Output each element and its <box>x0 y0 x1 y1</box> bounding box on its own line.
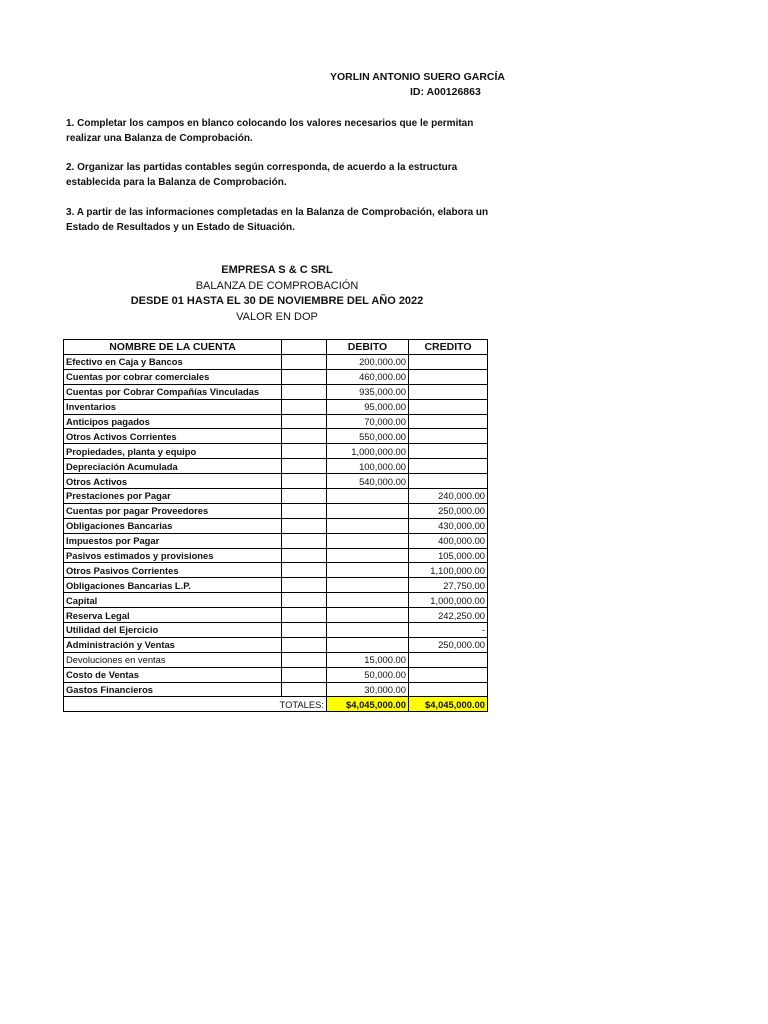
table-row <box>64 489 488 504</box>
table-row <box>64 667 488 682</box>
account-name-cell: Cuentas por Cobrar Compañías Vinculadas <box>64 384 282 399</box>
company-name: EMPRESA S & C SRL <box>221 264 333 276</box>
total-debit: $4,045,000.00 <box>327 697 409 712</box>
account-name-cell: Otros Activos <box>64 474 282 489</box>
account-name-cell: Otros Activos Corrientes <box>64 429 282 444</box>
account-name-cell: Anticipos pagados <box>64 414 282 429</box>
instruction-2: 2. Organizar las partidas contables según corresponda, de acuerdo a la estructura establecida para la Balanza de Comprobación. <box>66 162 458 188</box>
blank-cell <box>282 652 327 667</box>
blank-cell <box>282 637 327 652</box>
blank-cell <box>282 384 327 399</box>
debit-cell: 70,000.00 <box>327 414 409 429</box>
credit-cell <box>409 399 488 414</box>
credit-cell: 1,000,000.00 <box>409 593 488 608</box>
student-id: ID: A00126863 <box>410 86 481 98</box>
instruction-1: 1. Completar los campos en blanco colocando los valores necesarios que le permitan realizar una Balanza de Comprobación. <box>66 118 474 144</box>
debit-cell: 540,000.00 <box>327 474 409 489</box>
debit-cell <box>327 608 409 623</box>
table-header-row <box>64 340 488 355</box>
table-row <box>64 578 488 593</box>
credit-cell <box>409 355 488 370</box>
debit-cell <box>327 623 409 638</box>
debit-cell <box>327 533 409 548</box>
account-name-cell: Prestaciones por Pagar <box>64 489 282 504</box>
table-row <box>64 593 488 608</box>
report-period: DESDE 01 HASTA EL 30 DE NOVIEMBRE DEL AÑO 2022 <box>130 295 424 307</box>
credit-cell <box>409 667 488 682</box>
account-name-cell: Capital <box>64 593 282 608</box>
instruction-3: 3. A partir de las informaciones completadas en la Balanza de Comprobación, elabora un Estado de Resultados y un Estado de Situación. <box>66 207 489 233</box>
debit-cell <box>327 489 409 504</box>
debit-cell: 95,000.00 <box>327 399 409 414</box>
account-name-cell: Otros Pasivos Corrientes <box>64 563 282 578</box>
account-name-cell: Obligaciones Bancarias L.P. <box>64 578 282 593</box>
credit-cell <box>409 682 488 697</box>
blank-cell <box>282 518 327 533</box>
blank-cell <box>282 533 327 548</box>
credit-cell: 240,000.00 <box>409 489 488 504</box>
credit-cell: 105,000.00 <box>409 548 488 563</box>
blank-cell <box>282 355 327 370</box>
debit-cell <box>327 593 409 608</box>
blank-cell <box>282 563 327 578</box>
account-name-cell: Gastos Financieros <box>64 682 282 697</box>
account-name-cell: Cuentas por pagar Proveedores <box>64 503 282 518</box>
table-row <box>64 637 488 652</box>
debit-cell: 200,000.00 <box>327 355 409 370</box>
credit-cell: 1,100,000.00 <box>409 563 488 578</box>
credit-cell: 250,000.00 <box>409 637 488 652</box>
table-row <box>64 459 488 474</box>
account-name-cell: Efectivo en Caja y Bancos <box>64 355 282 370</box>
debit-cell <box>327 518 409 533</box>
account-name-cell: Impuestos por Pagar <box>64 533 282 548</box>
credit-cell <box>409 429 488 444</box>
credit-cell <box>409 369 488 384</box>
blank-cell <box>282 444 327 459</box>
header-account-name: NOMBRE DE LA CUENTA <box>64 340 282 355</box>
author-name: YORLIN ANTONIO SUERO GARCÍA <box>330 71 506 83</box>
blank-cell <box>282 489 327 504</box>
table-row <box>64 429 488 444</box>
debit-cell <box>327 578 409 593</box>
debit-cell: 460,000.00 <box>327 369 409 384</box>
account-name-cell: Depreciación Acumulada <box>64 459 282 474</box>
debit-cell <box>327 637 409 652</box>
trial-balance-table <box>63 339 488 712</box>
debit-cell: 30,000.00 <box>327 682 409 697</box>
blank-cell <box>282 474 327 489</box>
report-currency: VALOR EN DOP <box>236 311 318 323</box>
account-name-cell: Devoluciones en ventas <box>64 652 282 667</box>
credit-cell <box>409 474 488 489</box>
credit-cell: 430,000.00 <box>409 518 488 533</box>
header-debit: DEBITO <box>327 340 409 355</box>
table-body <box>64 355 488 697</box>
table-row <box>64 355 488 370</box>
table-row <box>64 682 488 697</box>
table-row <box>64 503 488 518</box>
blank-cell <box>282 593 327 608</box>
debit-cell <box>327 548 409 563</box>
table-row <box>64 608 488 623</box>
credit-cell: - <box>409 623 488 638</box>
blank-cell <box>282 608 327 623</box>
debit-cell <box>327 563 409 578</box>
credit-cell: 400,000.00 <box>409 533 488 548</box>
credit-cell: 250,000.00 <box>409 503 488 518</box>
account-name-cell: Costo de Ventas <box>64 667 282 682</box>
total-credit: $4,045,000.00 <box>409 697 488 712</box>
blank-cell <box>282 548 327 563</box>
debit-cell: 1,000,000.00 <box>327 444 409 459</box>
table-row <box>64 399 488 414</box>
blank-cell <box>282 667 327 682</box>
account-name-cell: Utilidad del Ejercicio <box>64 623 282 638</box>
debit-cell: 50,000.00 <box>327 667 409 682</box>
header-blank <box>282 340 327 355</box>
blank-cell <box>282 429 327 444</box>
account-name-cell: Administración y Ventas <box>64 637 282 652</box>
header-credit: CREDITO <box>409 340 488 355</box>
credit-cell <box>409 444 488 459</box>
blank-cell <box>282 414 327 429</box>
credit-cell: 27,750.00 <box>409 578 488 593</box>
blank-cell <box>282 369 327 384</box>
table-row <box>64 623 488 638</box>
debit-cell: 100,000.00 <box>327 459 409 474</box>
totals-row <box>64 697 488 712</box>
table-row <box>64 384 488 399</box>
table-row <box>64 444 488 459</box>
table-row <box>64 563 488 578</box>
credit-cell: 242,250.00 <box>409 608 488 623</box>
table-row <box>64 533 488 548</box>
table-row <box>64 474 488 489</box>
account-name-cell: Pasivos estimados y provisiones <box>64 548 282 563</box>
blank-cell <box>282 399 327 414</box>
debit-cell: 935,000.00 <box>327 384 409 399</box>
table-row <box>64 369 488 384</box>
table-row <box>64 414 488 429</box>
credit-cell <box>409 384 488 399</box>
blank-cell <box>282 503 327 518</box>
account-name-cell: Propiedades, planta y equipo <box>64 444 282 459</box>
report-title: BALANZA DE COMPROBACIÓN <box>195 280 359 292</box>
blank-cell <box>282 682 327 697</box>
blank-cell <box>282 459 327 474</box>
table-row <box>64 518 488 533</box>
credit-cell <box>409 414 488 429</box>
account-name-cell: Obligaciones Bancarias <box>64 518 282 533</box>
blank-cell <box>282 623 327 638</box>
credit-cell <box>409 459 488 474</box>
table-row <box>64 548 488 563</box>
totals-label: TOTALES: <box>64 697 327 712</box>
blank-cell <box>282 578 327 593</box>
account-name-cell: Reserva Legal <box>64 608 282 623</box>
account-name-cell: Inventarios <box>64 399 282 414</box>
debit-cell: 550,000.00 <box>327 429 409 444</box>
account-name-cell: Cuentas por cobrar comerciales <box>64 369 282 384</box>
debit-cell <box>327 503 409 518</box>
credit-cell <box>409 652 488 667</box>
table-row <box>64 652 488 667</box>
debit-cell: 15,000.00 <box>327 652 409 667</box>
